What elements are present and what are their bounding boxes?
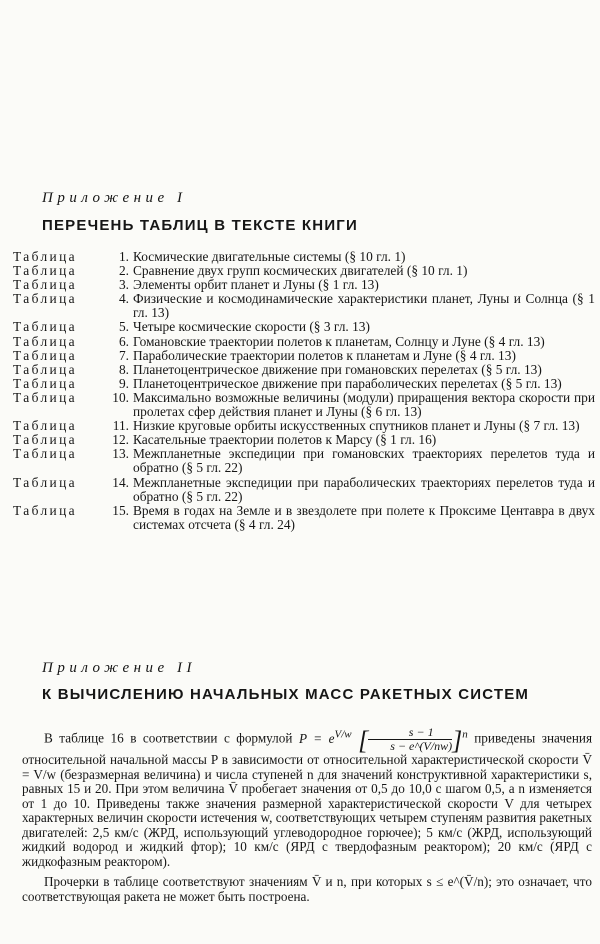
- table-entry-word: Таблица: [13, 319, 78, 335]
- table-entry: [13, 476, 595, 504]
- table-entry-number: 14.: [112, 474, 129, 490]
- table-entry-word: Таблица: [13, 333, 78, 349]
- table-entry-number: 2.: [118, 263, 129, 279]
- table-entry-number: 11.: [112, 418, 129, 434]
- table-entry-number: 13.: [112, 446, 129, 462]
- table-entry-title: Время в годах на Земле и в звездолете при полете к Проксиме Центавра в двух системах отсчета (§ 4 гл. 24): [133, 502, 595, 532]
- table-entry: [13, 419, 595, 433]
- table-entry-word: Таблица: [13, 361, 78, 377]
- table-entry: [13, 264, 595, 278]
- table-entry-title: Максимально возможные величины (модули) приращения вектора скорости при пролетах сфер действия планет и Луны (§ 6 гл. 13): [133, 389, 595, 420]
- table-entry-title: Низкие круговые орбиты искусственных спутников планет и Луны (§ 7 гл. 13): [133, 418, 580, 434]
- table-list: [13, 250, 595, 532]
- table-entry-number: 15.: [112, 502, 129, 518]
- table-entry-number: 9.: [118, 375, 129, 391]
- table-entry: [13, 504, 595, 532]
- appendix-1-title: ПЕРЕЧЕНЬ ТАБЛИЦ В ТЕКСТЕ КНИГИ: [42, 217, 358, 234]
- table-entry: [13, 250, 595, 264]
- table-entry-word: Таблица: [13, 474, 78, 490]
- formula-bracket-left: [: [358, 725, 369, 755]
- table-entry-number: 8.: [118, 361, 129, 377]
- table-entry-word: Таблица: [13, 375, 78, 391]
- formula: [298, 725, 474, 755]
- table-entry-number: 5.: [118, 319, 129, 335]
- table-entry-title: Планетоцентрическое движение при параболических перелетах (§ 5 гл. 13): [133, 375, 562, 391]
- table-entry-word: Таблица: [13, 446, 78, 462]
- table-entry: [13, 377, 595, 391]
- paragraph-1: [22, 726, 592, 869]
- formula-lhs: P = e: [298, 730, 335, 746]
- table-entry-title: Планетоцентрическое движение при гомановских перелетах (§ 5 гл. 13): [133, 361, 542, 377]
- table-entry-title: Касательные траектории полетов к Марсу (§ 1 гл. 16): [133, 432, 437, 448]
- table-entry-word: Таблица: [13, 263, 78, 279]
- table-entry-title: Сравнение двух групп космических двигателей (§ 10 гл. 1): [133, 263, 468, 279]
- table-entry-number: 7.: [118, 347, 129, 363]
- formula-fraction: [368, 726, 452, 753]
- table-entry-number: 6.: [118, 333, 129, 349]
- table-entry: [13, 292, 595, 320]
- formula-numerator: s − 1: [368, 726, 452, 740]
- table-entry-title: Элементы орбит планет и Луны (§ 1 гл. 13): [133, 277, 379, 293]
- table-entry-word: Таблица: [13, 249, 78, 264]
- table-entry-word: Таблица: [13, 432, 78, 448]
- formula-denominator: s − e^(V/nw): [390, 739, 453, 753]
- table-entry: [13, 433, 595, 447]
- table-entry-title: Межпланетные экспедиции при гомановских траекториях перелетов туда и обратно (§ 5 гл. 22): [133, 446, 595, 476]
- table-entry-word: Таблица: [13, 389, 78, 405]
- table-entry-number: 12.: [112, 432, 129, 448]
- table-entry-word: Таблица: [13, 418, 78, 434]
- appendix-2-title: К ВЫЧИСЛЕНИЮ НАЧАЛЬНЫХ МАСС РАКЕТНЫХ СИСТЕМ: [42, 686, 530, 703]
- formula-exponent: V/w: [334, 728, 352, 741]
- table-entry-word: Таблица: [13, 347, 78, 363]
- paragraph-2: Прочерки в таблице соответствуют значениям V̄ и n, при которых s ≤ e^(V̄/n); это означает, что соответствующая ракета не может быть построена.: [22, 874, 592, 904]
- table-entry-number: 10.: [112, 389, 129, 405]
- table-entry-word: Таблица: [13, 502, 78, 518]
- table-entry-number: 3.: [118, 277, 129, 293]
- table-entry: [13, 335, 595, 349]
- table-entry-number: 4.: [118, 291, 129, 307]
- table-entry-title: Межпланетные экспедиции при параболических траекториях перелетов туда и обратно (§ 5 гл. 22): [133, 474, 595, 504]
- table-entry: [13, 391, 595, 419]
- table-entry: [13, 320, 595, 334]
- appendix-1-label: Приложение I: [42, 190, 187, 206]
- paragraph-1-rest: приведены значения относительной начальной массы P в зависимости от относительной характеристической скорости V̄ = V/w (безразмерная величина) и числа ступеней n для значений конструктивной характеристики s, равных 15 и 20. При этом величина V̄ пробегает значения от 0,5 до 10,0 с шагом 0,5, а n изменяется от 1 до 10. Приведены также значения размерной характеристической скорости V для четырех характерных величин скорости истечения w, соответствующих четырем ступеням развития ракетных двигателей: 2,5 км/с (ЖРД, использующий углеводородное горючее); 5 км/с (ЖРД, использующий жидкий водород и жидкий фтор); 10 км/с (ЯРД с твердофазным реактором); 20 км/с (ЯРД с жидкофазным реактором).: [22, 730, 593, 869]
- table-entry: [13, 447, 595, 475]
- table-entry-title: Физические и космодинамические характеристики планет, Луны и Солнца (§ 1 гл. 13): [133, 291, 595, 321]
- table-entry-title: Параболические траектории полетов к планетам и Луне (§ 4 гл. 13): [133, 347, 516, 363]
- formula-bracket-right: ]: [452, 725, 463, 755]
- table-entry-title: Гомановские траектории полетов к планетам, Солнцу и Луне (§ 4 гл. 13): [133, 333, 545, 349]
- formula-power: n: [462, 728, 468, 741]
- table-entry-title: Четыре космические скорости (§ 3 гл. 13): [133, 319, 370, 335]
- appendix-2-body: [22, 726, 592, 904]
- table-entry: [13, 349, 595, 363]
- table-entry: [13, 363, 595, 377]
- table-entry-number: 1.: [118, 249, 129, 264]
- paragraph-1-intro: В таблице 16 в соответствии с формулой: [44, 730, 293, 746]
- appendix-2-label: Приложение II: [42, 660, 196, 676]
- table-entry: [13, 278, 595, 292]
- table-entry-word: Таблица: [13, 277, 78, 293]
- table-entry-title: Космические двигательные системы (§ 10 гл. 1): [133, 249, 406, 264]
- table-entry-word: Таблица: [13, 291, 78, 307]
